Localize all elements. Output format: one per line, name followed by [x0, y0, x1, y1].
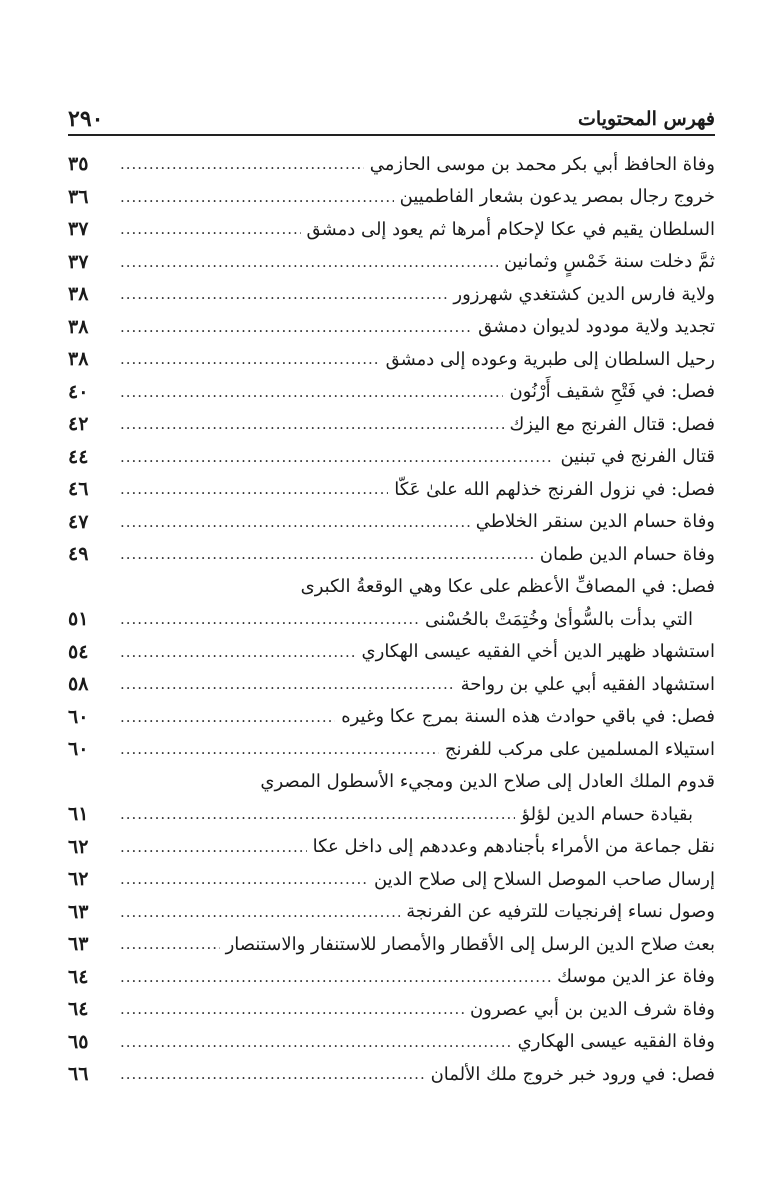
- book-page: [68, 88, 715, 1168]
- toc-entry-title: قدوم الملك العادل إلى صلاح الدين ومجيء الأسطول المصري: [260, 771, 715, 793]
- toc-entry: [68, 538, 715, 571]
- toc-entry-title: التي بدأت بالسُّوأىٰ وخُتِمَتْ بالحُسْنى: [424, 608, 693, 630]
- leader-dots: [120, 740, 439, 758]
- leader-dots: [120, 1065, 425, 1083]
- toc-entry-page: ٣٨: [68, 348, 89, 371]
- leader-dots: [120, 285, 447, 303]
- leader-dots: [120, 545, 534, 563]
- leader-dots: [120, 188, 394, 206]
- toc-entry-page: ٤٢: [68, 413, 89, 436]
- toc-entry: [68, 246, 715, 279]
- toc-entry-title: فصل: في ورود خبر خروج ملك الألمان: [430, 1063, 715, 1085]
- toc-entry-title: استشهاد الفقيه أبي علي بن رواحة: [460, 673, 715, 695]
- toc-entry-title: فصل: قتال الفرنج مع اليزك: [509, 413, 715, 435]
- toc-entry-title: فصل: في فَتْحِ شقيف أَرْنُون: [509, 381, 715, 403]
- leader-dots: [120, 805, 515, 823]
- leader-dots: [120, 513, 470, 531]
- toc-entry-title: ثمَّ دخلت سنة خَمْسٍ وثمانين: [503, 251, 715, 273]
- toc-entry-page: ٥١: [68, 608, 89, 631]
- toc-entry-title: فصل: في نزول الفرنج خذلهم الله علىٰ عَكّا: [394, 478, 715, 500]
- leader-dots: [120, 480, 388, 498]
- toc-entry: [68, 636, 715, 669]
- toc-entry: [68, 733, 715, 766]
- toc-entry-page: ٤٦: [68, 478, 89, 501]
- toc-entry-page: ٦١: [68, 803, 89, 826]
- toc-entry-title: ولاية فارس الدين كشتغدي شهرزور: [453, 283, 715, 305]
- leader-dots: [120, 350, 380, 368]
- toc-entry-title: وفاة حسام الدين طمان: [539, 543, 715, 565]
- toc-entry-page: ٦٤: [68, 965, 89, 988]
- toc-entry-title: وفاة الفقيه عيسى الهكاري: [517, 1031, 715, 1053]
- toc-entry-page: ٤٠: [68, 380, 89, 403]
- toc-entry: [68, 181, 715, 214]
- toc-entry-page: ٣٨: [68, 315, 89, 338]
- toc-entry-title: نقل جماعة من الأمراء بأجنادهم وعددهم إلى داخل عكا: [312, 836, 715, 858]
- toc-entry: [68, 571, 715, 604]
- toc-entry: [68, 896, 715, 929]
- toc-entry-title: بعث صلاح الدين الرسل إلى الأقطار والأمصار للاستنفار والاستنصار: [225, 933, 715, 955]
- toc-entry-page: ٦٥: [68, 1030, 89, 1053]
- toc-entry: [68, 506, 715, 539]
- leader-dots: [120, 318, 472, 336]
- toc-entry: [68, 603, 715, 636]
- leader-dots: [120, 383, 503, 401]
- toc-entry-page: ٤٤: [68, 445, 89, 468]
- toc-entry-page: ٦٠: [68, 705, 89, 728]
- toc-entry-page: ٥٨: [68, 673, 89, 696]
- leader-dots: [120, 1000, 464, 1018]
- table-of-contents: [68, 148, 715, 1091]
- leader-dots: [120, 968, 551, 986]
- toc-entry: [68, 701, 715, 734]
- toc-entry: [68, 343, 715, 376]
- toc-entry-title: استيلاء المسلمين على مركب للفرنج: [444, 738, 715, 760]
- leader-dots: [120, 903, 400, 921]
- toc-entry-title: إرسال صاحب الموصل السلاح إلى صلاح الدين: [373, 868, 715, 890]
- toc-entry-page: ٤٩: [68, 543, 89, 566]
- toc-entry: [68, 831, 715, 864]
- toc-entry: [68, 928, 715, 961]
- toc-entry: [68, 863, 715, 896]
- toc-entry-page: ٦٢: [68, 835, 89, 858]
- toc-entry-title: وفاة شرف الدين بن أبي عصرون: [469, 998, 715, 1020]
- toc-entry: [68, 441, 715, 474]
- leader-dots: [120, 870, 368, 888]
- leader-dots: [120, 610, 419, 628]
- toc-entry: [68, 311, 715, 344]
- page-header: [68, 98, 715, 136]
- toc-entry: [68, 993, 715, 1026]
- toc-entry-page: ٣٧: [68, 250, 89, 273]
- toc-entry-page: ٣٥: [68, 153, 89, 176]
- toc-entry: [68, 148, 715, 181]
- toc-entry: [68, 278, 715, 311]
- page-number: ٢٩٠: [68, 106, 104, 132]
- leader-dots: [120, 220, 301, 238]
- toc-entry: [68, 473, 715, 506]
- leader-dots: [120, 838, 307, 856]
- leader-dots: [120, 708, 335, 726]
- toc-entry-title: قتال الفرنج في تبنين: [560, 446, 715, 468]
- leader-dots: [120, 643, 356, 661]
- toc-entry-page: ٣٦: [68, 185, 89, 208]
- toc-entry-page: ٦٠: [68, 738, 89, 761]
- toc-entry-title: بقيادة حسام الدين لؤلؤ: [521, 803, 693, 825]
- toc-entry-title: وصول نساء إفرنجيات للترفيه عن الفرنجة: [406, 901, 715, 923]
- toc-entry-title: فصل: في المصافِّ الأعظم على عكا وهي الوقعةُ الكبرى: [300, 576, 715, 598]
- leader-dots: [120, 415, 504, 433]
- leader-dots: [120, 253, 498, 271]
- toc-entry-title: رحيل السلطان إلى طبرية وعوده إلى دمشق: [385, 348, 715, 370]
- toc-entry: [68, 798, 715, 831]
- toc-entry: [68, 213, 715, 246]
- toc-entry-title: خروج رجال بمصر يدعون بشعار الفاطميين: [399, 186, 715, 208]
- toc-entry-page: ٥٤: [68, 640, 89, 663]
- toc-entry-page: ٣٧: [68, 218, 89, 241]
- toc-entry: [68, 766, 715, 799]
- toc-entry-page: ٦٦: [68, 1063, 89, 1086]
- leader-dots: [120, 155, 364, 173]
- toc-entry-page: ٦٢: [68, 868, 89, 891]
- toc-entry: [68, 376, 715, 409]
- toc-entry-title: وفاة عز الدين موسك: [557, 966, 715, 988]
- toc-entry-title: وفاة حسام الدين سنقر الخلاطي: [475, 511, 715, 533]
- toc-entry: [68, 668, 715, 701]
- toc-entry-page: ٤٧: [68, 510, 89, 533]
- toc-entry-page: ٦٤: [68, 998, 89, 1021]
- toc-entry-page: ٦٣: [68, 933, 89, 956]
- toc-entry-page: ٣٨: [68, 283, 89, 306]
- toc-entry: [68, 1058, 715, 1091]
- toc-entry-title: تجديد ولاية مودود لديوان دمشق: [478, 316, 715, 338]
- leader-dots: [120, 935, 220, 953]
- toc-entry-title: وفاة الحافظ أبي بكر محمد بن موسى الحازمي: [369, 153, 715, 175]
- toc-entry: [68, 961, 715, 994]
- toc-entry: [68, 408, 715, 441]
- running-title: فهرس المحتويات: [578, 108, 715, 130]
- toc-entry-page: ٦٣: [68, 900, 89, 923]
- toc-entry-title: السلطان يقيم في عكا لإحكام أمرها ثم يعود إلى دمشق: [306, 218, 715, 240]
- leader-dots: [120, 675, 455, 693]
- toc-entry-title: فصل: في باقي حوادث هذه السنة بمرج عكا وغيره: [341, 706, 715, 728]
- leader-dots: [120, 448, 554, 466]
- leader-dots: [120, 1033, 512, 1051]
- toc-entry-title: استشهاد ظهير الدين أخي الفقيه عيسى الهكاري: [361, 641, 715, 663]
- toc-entry: [68, 1026, 715, 1059]
